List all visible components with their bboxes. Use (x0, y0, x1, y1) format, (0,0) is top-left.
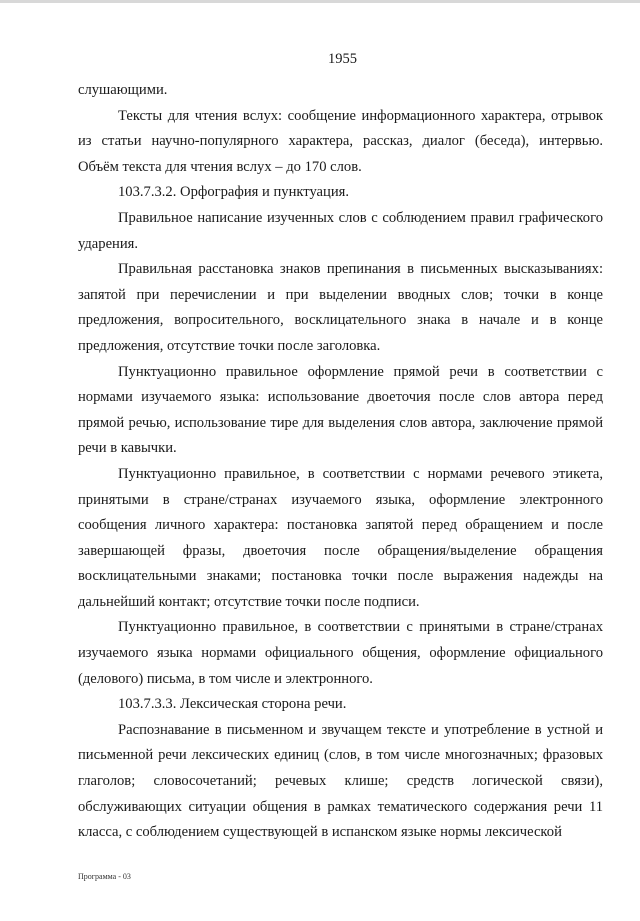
section-heading-orthography: 103.7.3.2. Орфография и пунктуация. (118, 184, 350, 201)
section-heading-lexical: 103.7.3.3. Лексическая сторона речи. (118, 696, 347, 713)
paragraph-spelling: Правильное написание изученных слов с соблюдением правил графического ударения. (78, 209, 603, 252)
paragraph-punctuation-marks: Правильная расстановка знаков препинания в письменных высказываниях: запятой при перечислении и при выделении вводных слов; точки в конце предложения, вопросительного, восклицательного знака в начале и в конце предложения, отсутствие точки после заголовка. (78, 261, 603, 354)
page-number: 1955 (328, 51, 357, 67)
paragraph-reading-texts: Тексты для чтения вслух: сообщение информационного характера, отрывок из статьи научно-популярного характера, рассказ, диалог (беседа), интервью. Объём текста для чтения вслух – до 170 слов. (78, 107, 603, 175)
paragraph-continuation: слушающими. (78, 82, 168, 98)
page-body (78, 78, 603, 846)
paragraph-electronic-message: Пунктуационно правильное, в соответствии с нормами речевого этикета, принятыми в стране/странах изучаемого языка, оформление электронного сообщения личного характера: постановка запятой перед обращением и после завершающей фразы, двоеточия после обращения/выделение обращения восклицательными знаками; постановка точки после выражения надежды на дальнейший контакт; отсутствие точки после подписи. (78, 465, 603, 610)
scan-top-edge (0, 0, 640, 3)
footer-label: Программа - 03 (78, 872, 131, 881)
paragraph-direct-speech: Пунктуационно правильное оформление прямой речи в соответствии с нормами изучаемого языка: использование двоеточия после слов автора перед прямой речью, использование тире для выделения слов автора, заключение прямой речи в кавычки. (78, 363, 603, 457)
paragraph-official-letter: Пунктуационно правильное, в соответствии с принятыми в стране/странах изучаемого языка нормами официального общения, оформление официального (делового) письма, в том числе и электронного. (78, 619, 603, 687)
paragraph-lexical-units: Распознавание в письменном и звучащем тексте и употребление в устной и письменной речи лексических единиц (слов, в том числе многозначных; фразовых глаголов; словосочетаний; речевых клише; средств логической связи), обслуживающих ситуации общения в рамках тематического содержания речи 11 класса, с соблюдением существующей в испанском языке нормы лексической (78, 721, 603, 841)
